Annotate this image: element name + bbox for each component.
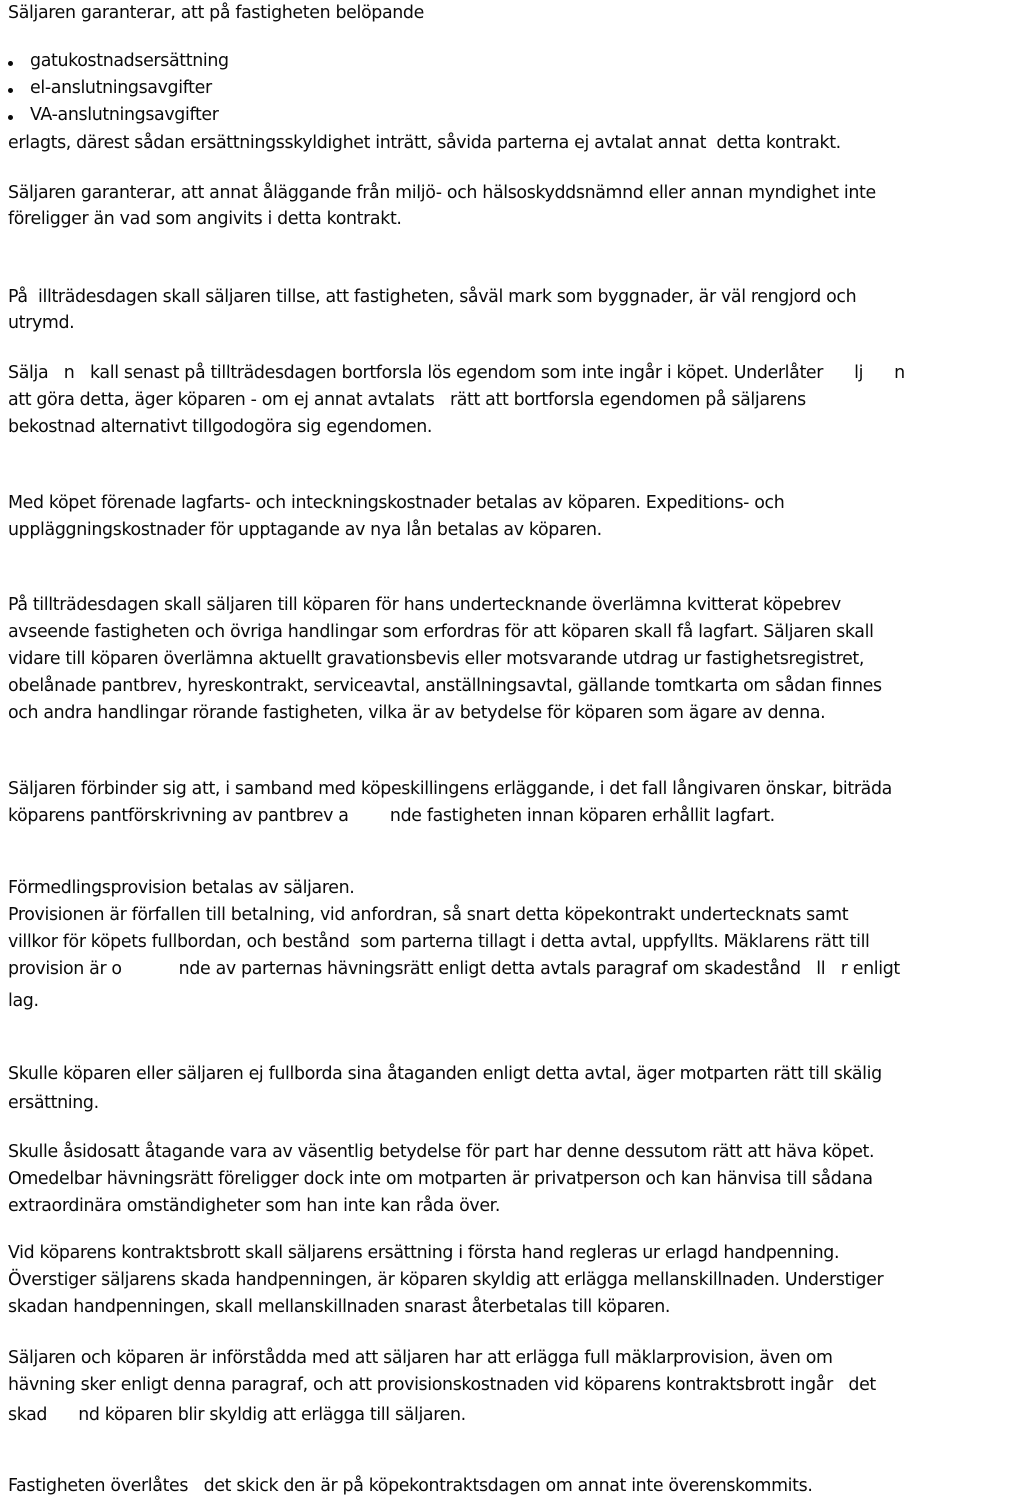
bullet-item-water-sewage-fees: VA-anslutningsavgifter [30, 105, 219, 125]
text-line: Överstiger säljarens skada handpenningen, är köparen skyldig att erlägga mellanskillnaden. Understiger [8, 1270, 884, 1290]
bullet-dot [8, 88, 13, 93]
text-line: att göra detta, äger köparen - om ej annat avtalats rätt att bortforsla egendomen på säljarens [8, 390, 806, 410]
text-line: föreligger än vad som angivits i detta kontrakt. [8, 209, 402, 229]
text-line: Skulle köparen eller säljaren ej fullborda sina åtaganden enligt detta avtal, äger motparten rätt till skälig [8, 1064, 882, 1084]
text-line: ersättning. [8, 1093, 99, 1113]
bullet-item-electricity-fees: el-anslutningsavgifter [30, 78, 212, 98]
text-line: bekostnad alternativt tillgodogöra sig egendomen. [8, 417, 433, 437]
bullet-dot [8, 115, 13, 120]
text-line: Fastigheten överlåtes det skick den är på köpekontraktsdagen om annat inte överenskommits. [8, 1476, 813, 1496]
text-line: obelånade pantbrev, hyreskontrakt, serviceavtal, anställningsavtal, gällande tomtkarta om sådan finnes [8, 676, 882, 696]
text-line: Skulle åsidosatt åtagande vara av väsentlig betydelse för part har denne dessutom rätt att häva köpet. [8, 1142, 875, 1162]
text-line: Med köpet förenade lagfarts- och inteckningskostnader betalas av köparen. Expeditions- och [8, 493, 785, 513]
text-line: Förmedlingsprovision betalas av säljaren. [8, 878, 355, 898]
text-line: Säljaren och köparen är införstådda med att säljaren har att erlägga full mäklarprovision, även om [8, 1348, 833, 1368]
text-line: Vid köparens kontraktsbrott skall säljarens ersättning i första hand regleras ur erlagd handpenning. [8, 1243, 840, 1263]
text-line: hävning sker enligt denna paragraf, och att provisionskostnaden vid köparens kontraktsbrott ingår det [8, 1375, 876, 1395]
bullet-dot [8, 61, 13, 66]
text-line: vidare till köparen överlämna aktuellt gravationsbevis eller motsvarande utdrag ur fastighetsregistret, [8, 649, 865, 669]
text-line: och andra handlingar rörande fastigheten, vilka är av betydelse för köparen som ägare av denna. [8, 703, 826, 723]
text-line: köparens pantförskrivning av pantbrev a nde fastigheten innan köparen erhållit lagfart. [8, 806, 775, 826]
bullet-item-street-costs: gatukostnadsersättning [30, 51, 229, 71]
text-line: utrymd. [8, 313, 75, 333]
text-line: skadan handpenningen, skall mellanskillnaden snarast återbetalas till köparen. [8, 1297, 671, 1317]
text-line: På illträdesdagen skall säljaren tillse, att fastigheten, såväl mark som byggnader, är väl rengjord och [8, 287, 857, 307]
text-line: avseende fastigheten och övriga handlingar som erfordras för att köparen skall få lagfart. Säljaren skall [8, 622, 874, 642]
intro-line: Säljaren garanterar, att på fastigheten belöpande [8, 3, 424, 23]
text-line: extraordinära omständigheter som han inte kan råda över. [8, 1196, 501, 1216]
text-line: Provisionen är förfallen till betalning, vid anfordran, så snart detta köpekontrakt undertecknats samt [8, 905, 849, 925]
text-line: provision är o nde av parternas hävningsrätt enligt detta avtals paragraf om skadestånd ll r enligt [8, 959, 900, 979]
text-line: erlagts, därest sådan ersättningsskyldighet inträtt, såvida parterna ej avtalat annat detta kontrakt. [8, 133, 841, 153]
text-line: På tillträdesdagen skall säljaren till köparen för hans undertecknande överlämna kvitterat köpebrev [8, 595, 841, 615]
text-line: Sälja n kall senast på tillträdesdagen bortforsla lös egendom som inte ingår i köpet. Underlåter lj n [8, 363, 905, 383]
text-line: Säljaren förbinder sig att, i samband med köpeskillingens erläggande, i det fall långivaren önskar, biträda [8, 779, 892, 799]
text-line: lag. [8, 991, 39, 1011]
text-line: Omedelbar hävningsrätt föreligger dock inte om motparten är privatperson och kan hänvisa till sådana [8, 1169, 873, 1189]
text-line: villkor för köpets fullbordan, och bestånd som parterna tillagt i detta avtal, uppfyllts. Mäklarens rätt till [8, 932, 870, 952]
text-line: uppläggningskostnader för upptagande av nya lån betalas av köparen. [8, 520, 602, 540]
text-line: Säljaren garanterar, att annat åläggande från miljö- och hälsoskyddsnämnd eller annan myndighet inte [8, 183, 876, 203]
text-line: skad nd köparen blir skyldig att erlägga till säljaren. [8, 1405, 466, 1425]
